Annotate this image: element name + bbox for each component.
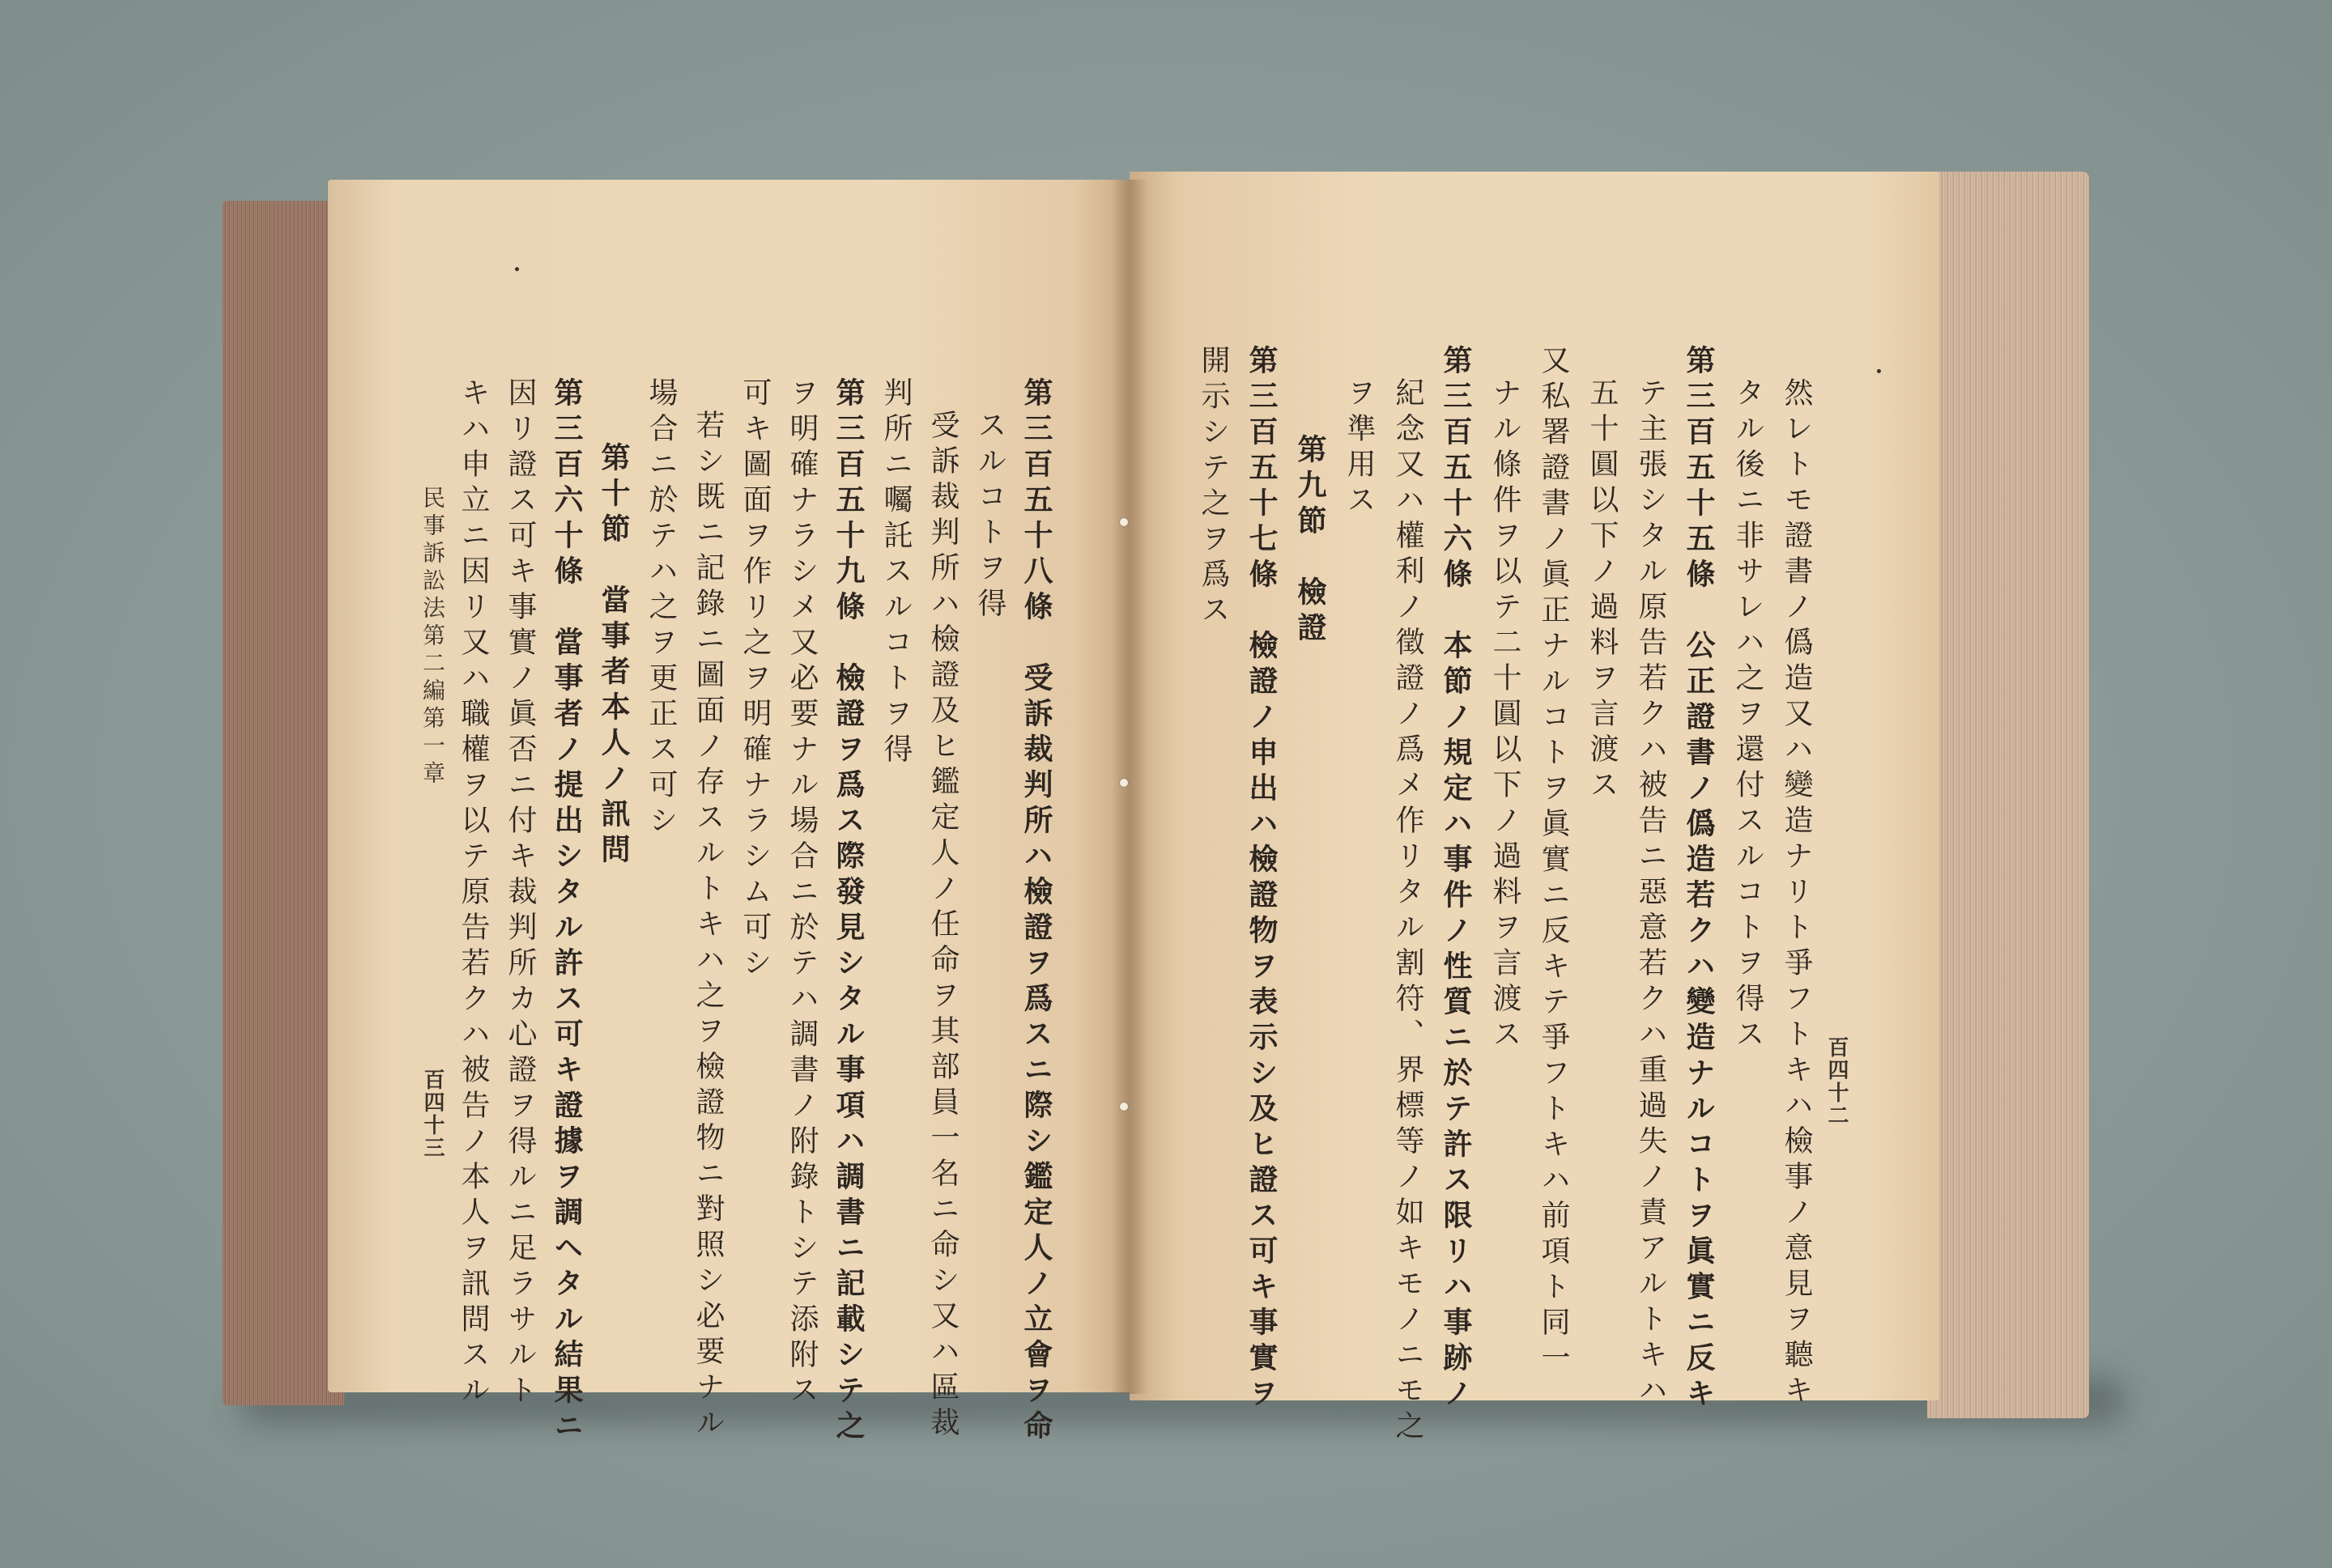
article-heading-column: 第三百五十六條 本節ノ規定ハ事件ノ性質ニ於テ許ス限リハ事跡ノ <box>1439 345 1473 1413</box>
article-heading-column: 第三百五十八條 受訴裁判所ハ檢證ヲ爲スニ際シ鑑定人ノ立會ヲ命 <box>1019 377 1053 1446</box>
paper-speck <box>515 267 519 271</box>
text-column: 受訴裁判所ハ檢證及ヒ鑑定人ノ任命ヲ其部員一名ニ命シ又ハ區裁 <box>926 410 960 1443</box>
text-column: 判所ニ囑託スルコトヲ得 <box>879 377 913 769</box>
text-column: ヲ明確ナラシメ又必要ナル場合ニ於テハ調書ノ附錄トシテ添附ス <box>785 377 819 1410</box>
text-column: ヲ準用ス <box>1343 377 1376 520</box>
text-column: 可キ圖面ヲ作リ之ヲ明確ナラシム可シ <box>738 377 772 983</box>
section-heading-column: 第九節 檢證 <box>1293 434 1327 648</box>
text-column: スルコトヲ得 <box>973 410 1006 623</box>
text-column: 然レトモ證書ノ僞造又ハ變造ナリト爭フトキハ檢事ノ意見ヲ聽キ <box>1780 377 1813 1410</box>
text-column: 五十圓以下ノ過料ヲ言渡ス <box>1585 377 1619 805</box>
section-heading-column: 第十節 當事者本人ノ訊問 <box>597 442 631 869</box>
article-heading-column: 第三百五十五條 公正證書ノ僞造若クハ變造ナルコトヲ眞實ニ反キ <box>1682 345 1716 1413</box>
article-heading-column: 第三百五十七條 檢證ノ申出ハ檢證物ヲ表示シ及ヒ證ス可キ事實ヲ <box>1245 345 1279 1413</box>
text-column: 紀念又ハ權利ノ徵證ノ爲メ作リタル割符、界標等ノ如キモノニモ之 <box>1391 377 1424 1446</box>
binding-thread <box>1120 518 1128 526</box>
text-column: 因リ證ス可キ事實ノ眞否ニ付キ裁判所カ心證ヲ得ルニ足ラサルト <box>504 377 537 1410</box>
text-column: キハ申立ニ因リ又ハ職權ヲ以テ原告若クハ被告ノ本人ヲ訊問スル <box>457 377 490 1410</box>
binding-thread <box>1120 1103 1128 1111</box>
page-number: 百四十二 <box>1824 1036 1849 1127</box>
article-heading-column: 第三百五十九條 檢證ヲ爲ス際發見シタル事項ハ調書ニ記載シテ之 <box>832 377 866 1446</box>
running-head: 民事訴訟法第二編第一章 <box>419 486 446 788</box>
right-page-edges <box>1927 172 2089 1418</box>
text-column: 開示シテ之ヲ爲ス <box>1197 345 1230 630</box>
text-column: 場合ニ於テハ之ヲ更正ス可シ <box>645 377 678 840</box>
text-column: タル後ニ非サレハ之ヲ還付スルコトヲ得ス <box>1731 377 1764 1054</box>
left-page-edges <box>223 201 344 1405</box>
show-through-text <box>1822 486 1854 596</box>
text-column: ナル條件ヲ以テ二十圓以下ノ過料ヲ言渡ス <box>1488 377 1521 1054</box>
binding-thread <box>1120 779 1128 787</box>
book-gutter <box>1111 180 1148 1394</box>
text-column: 又私署證書ノ眞正ナルコトヲ眞實ニ反キテ爭フトキハ前項ト同一 <box>1537 345 1570 1378</box>
page-number: 百四十三 <box>420 1069 445 1159</box>
paper-speck <box>1877 369 1881 373</box>
article-heading-column: 第三百六十條 當事者ノ提出シタル許ス可キ證據ヲ調ヘタル結果ニ <box>550 377 584 1446</box>
text-column: 若シ既ニ記錄ニ圖面ノ存スルトキハ之ヲ檢證物ニ對照シ必要ナル <box>692 410 725 1443</box>
text-column: テ主張シタル原告若クハ被告ニ惡意若クハ重過失ノ責アルトキハ <box>1634 377 1667 1410</box>
